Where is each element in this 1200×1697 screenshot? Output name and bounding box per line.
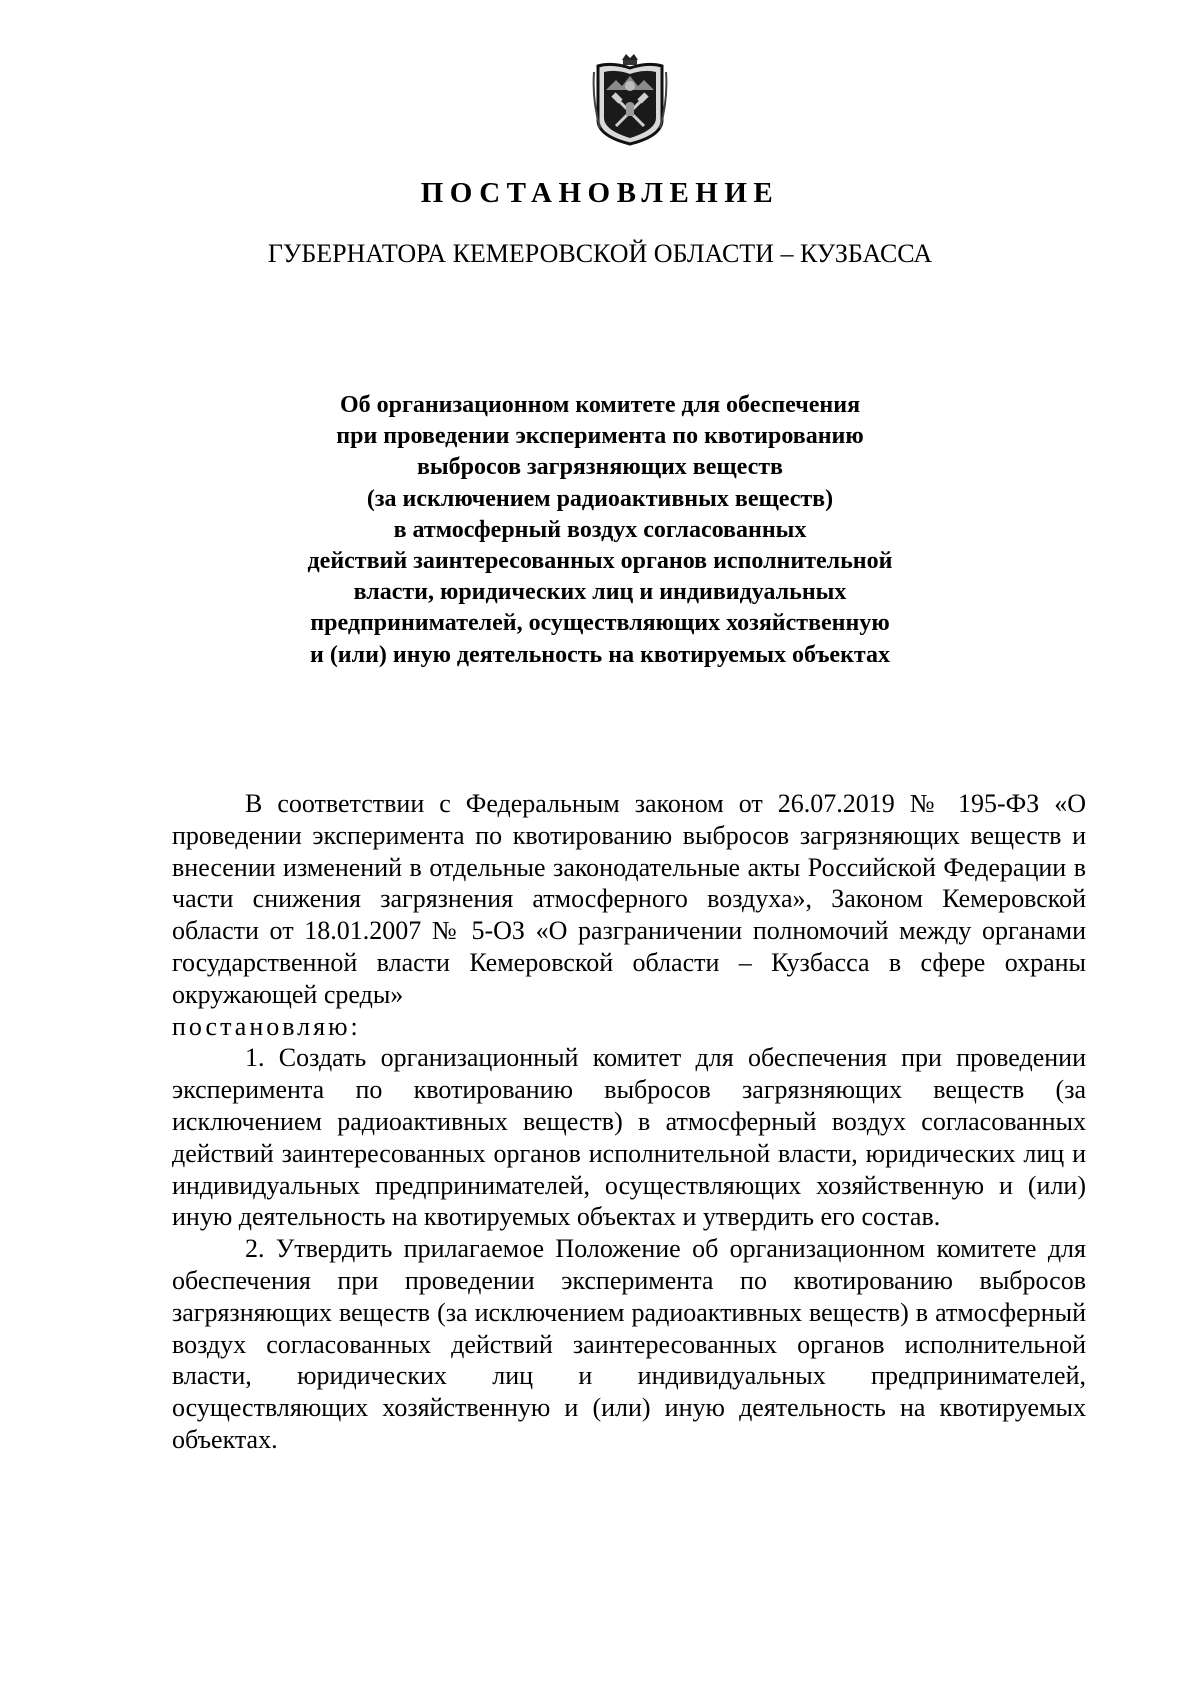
kemerovo-coat-of-arms-icon [592,50,668,146]
heading-line: при проведении эксперимента по квотированию [336,423,864,450]
heading-line: предпринимателей, осуществляющих хозяйственную [310,610,890,637]
preamble-paragraph [172,788,1086,1042]
resolve-word: постановляю: [172,1011,361,1041]
heading-line: и (или) иную деятельность на квотируемых объектах [309,641,890,668]
heading-line: в атмосферный воздух согласованных [393,516,807,543]
heading-line: Об организационном комитете для обеспечения [339,392,861,418]
document-body [172,788,1086,1456]
heading-line: (за исключением радиоактивных веществ) [366,485,834,512]
heading-line: выбросов загрязняющих веществ [416,454,784,481]
preamble-text: В соответствии с Федеральным законом от 26.07.2019 № 195-ФЗ «О проведении эксперимента по квотированию выбросов загрязняющих веществ и внесении изменений в отдельные законодательные акты Российской Федерации в части снижения загрязнения атмосферного воздуха», Законом Кемеровской области от 18.01.2007 № 5-ОЗ «О разграничении полномочий между органами государственной власти Кемеровской области – Кузбасса в сфере охраны окружающей среды» [172,789,1086,1009]
item-paragraph: 1. Создать организационный комитет для обеспечения при проведении эксперимента по квотированию выбросов загрязняющих веществ (за исключением радиоактивных веществ) в атмосферный воздух согласованных действий заинтересованных органов исполнительной власти, юридических лиц и индивидуальных предпринимателей, осуществляющих хозяйственную и (или) иную деятельность на квотируемых объектах и утвердить его состав. [172,1043,1086,1232]
document-issuer: ГУБЕРНАТОРА КЕМЕРОВСКОЙ ОБЛАСТИ – КУЗБАССА [267,239,933,268]
document-title: ПОСТАНОВЛЕНИЕ [420,177,780,209]
document-heading [230,390,970,671]
heading-line: власти, юридических лиц и индивидуальных [353,579,847,606]
heading-line: действий заинтересованных органов исполнительной [307,548,893,575]
item-paragraph: 2. Утвердить прилагаемое Положение об организационном комитете для обеспечения при проведении эксперимента по квотированию выбросов загрязняющих веществ (за исключением радиоактивных веществ) в атмосферный воздух согласованных действий заинтересованных органов исполнительной власти, юридических лиц и индивидуальных предпринимателей, осуществляющих хозяйственную и (или) иную деятельность на квотируемых объектах. [172,1234,1086,1454]
